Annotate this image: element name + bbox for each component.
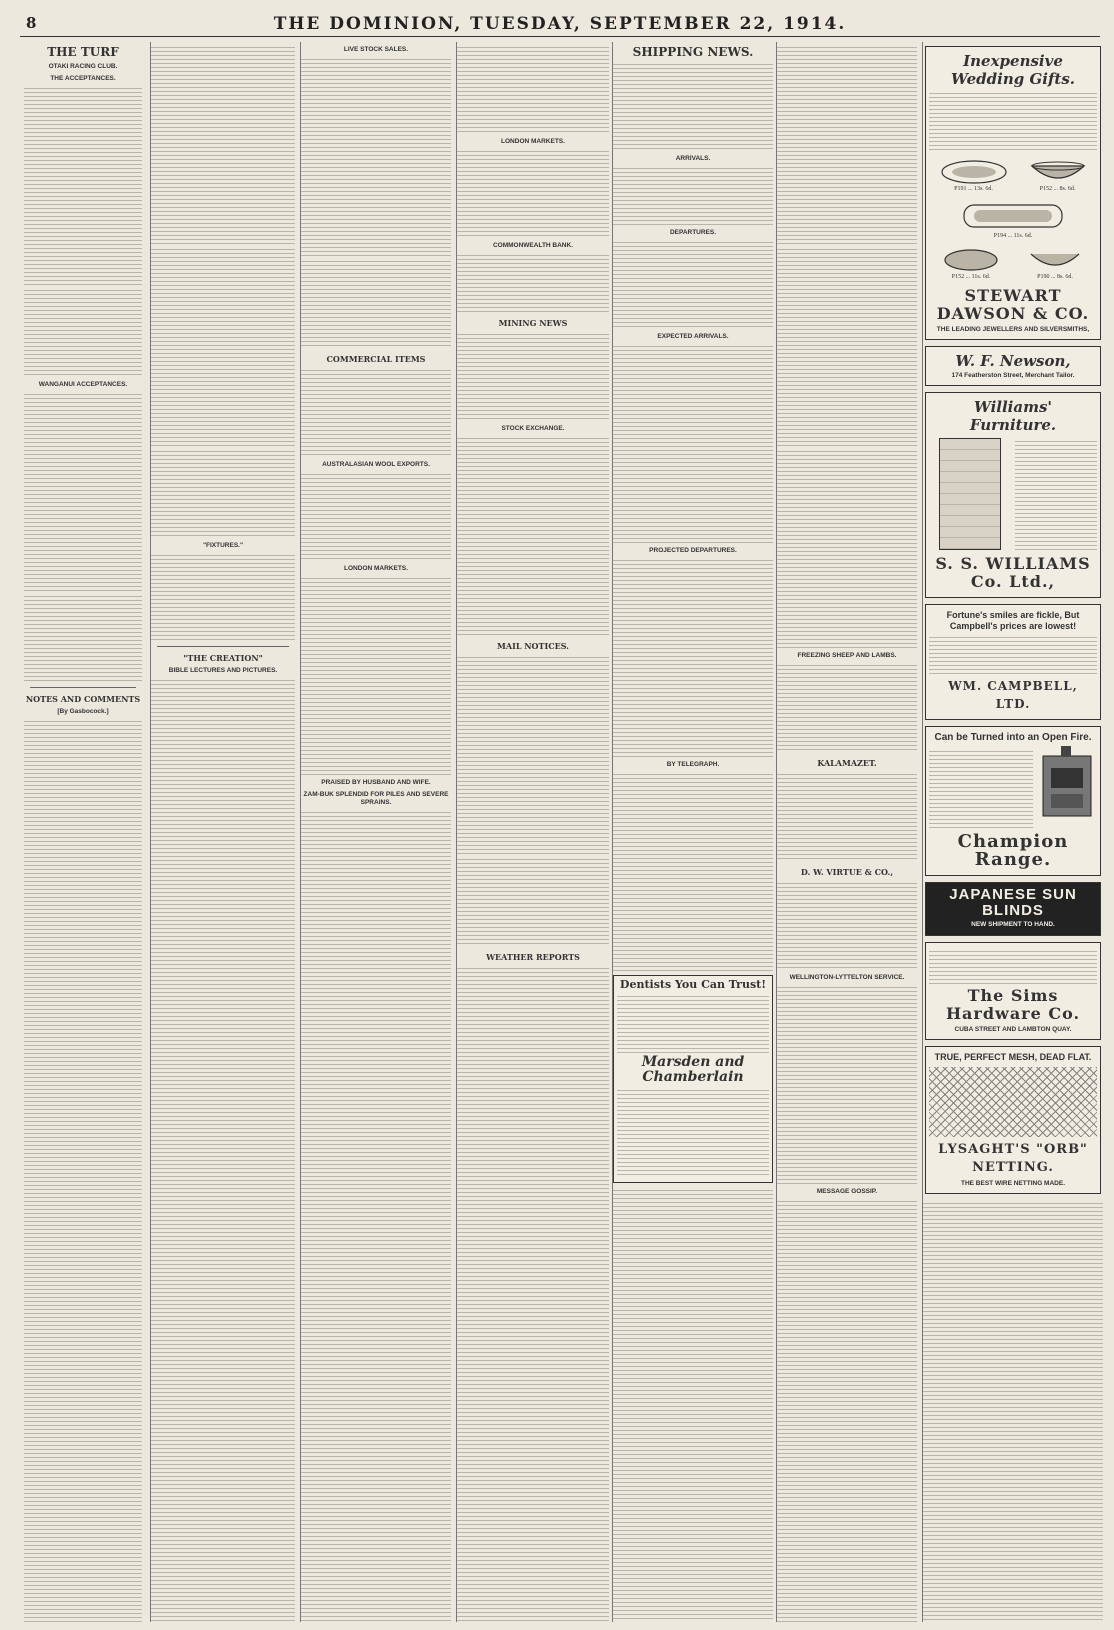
sun-blinds-sub: NEW SHIPMENT TO HAND. bbox=[971, 921, 1055, 928]
wanganui-text-2 bbox=[24, 593, 142, 683]
wellington-lyttelton-text bbox=[777, 984, 917, 1184]
mail-notices-heading: MAIL NOTICES. bbox=[497, 641, 569, 651]
london-markets-heading-2: LONDON MARKETS. bbox=[501, 138, 565, 145]
mail-notices-text bbox=[457, 654, 609, 854]
campbell-text bbox=[929, 634, 1097, 674]
masthead bbox=[20, 14, 1100, 37]
divider bbox=[157, 646, 289, 647]
sims-hardware-ad bbox=[925, 942, 1101, 1040]
champion-range-ad bbox=[925, 726, 1101, 876]
mail-notices-text-2 bbox=[457, 856, 609, 946]
dentist-headline: Dentists You Can Trust! bbox=[619, 978, 767, 991]
dish-row-1 bbox=[929, 156, 1097, 193]
williams-firm: S. S. WILLIAMS Co. Ltd., bbox=[935, 554, 1091, 591]
newson-name: W. F. Newson, bbox=[955, 352, 1071, 370]
shipping-notes-text-2 bbox=[777, 246, 917, 446]
netting-illustration bbox=[929, 1067, 1097, 1137]
wedding-gifts-text bbox=[929, 90, 1097, 150]
netting-headline: TRUE, PERFECT MESH, DEAD FLAT. bbox=[934, 1052, 1092, 1062]
wool-exports-text bbox=[301, 471, 451, 561]
column-6 bbox=[776, 42, 917, 1622]
williams-furniture-title: Williams' Furniture. bbox=[969, 398, 1057, 434]
freezing-heading: FREEZING SHEEP AND LAMBS. bbox=[797, 652, 897, 659]
london-markets-heading-1: LONDON MARKETS. bbox=[344, 565, 408, 572]
dentist-name: Marsden and Chamberlain bbox=[641, 1054, 745, 1085]
dish-item bbox=[1028, 156, 1088, 193]
dentist-advertisement bbox=[613, 975, 773, 1183]
wanganui-heading: WANGANUI ACCEPTANCES. bbox=[38, 381, 128, 388]
arrivals-text bbox=[613, 165, 773, 225]
fixtures-heading: "FIXTURES." bbox=[202, 542, 244, 549]
telegraph-text bbox=[613, 771, 773, 971]
by-telegraph-heading: BY TELEGRAPH. bbox=[666, 761, 720, 768]
newson-address: 174 Featherston Street, Merchant Tailor. bbox=[951, 372, 1075, 379]
campbell-headline: Fortune's smiles are fickle, But Campbell's prices are lowest! bbox=[946, 610, 1080, 631]
sun-blinds-ad bbox=[925, 882, 1101, 936]
commonwealth-bank-text bbox=[457, 252, 609, 312]
range-layout bbox=[929, 746, 1097, 830]
williams-furniture-ad bbox=[925, 392, 1101, 598]
virtue-text bbox=[777, 880, 917, 970]
acceptances-text-2 bbox=[24, 287, 142, 377]
dish-caption: P194 ... 11s. 6d. bbox=[993, 233, 1033, 239]
furniture-picture bbox=[929, 436, 1011, 552]
champion-brand: Champion Range. bbox=[957, 831, 1069, 870]
notes-heading: NOTES AND COMMENTS bbox=[25, 694, 141, 704]
campbell-ad bbox=[925, 604, 1101, 720]
shipping-notes-text-3 bbox=[777, 448, 917, 648]
fixtures-text bbox=[151, 552, 295, 642]
zambuk-text bbox=[301, 809, 451, 1622]
range-picture bbox=[1037, 746, 1097, 830]
column-3 bbox=[300, 42, 451, 1622]
dish-item bbox=[941, 246, 1001, 281]
column-shipping bbox=[612, 42, 773, 1622]
article-text-3 bbox=[151, 448, 295, 538]
stewart-dawson-tagline: THE LEADING JEWELLERS AND SILVERSMITHS, bbox=[936, 326, 1090, 333]
dish-icon bbox=[958, 199, 1068, 233]
dish-icon bbox=[1025, 246, 1085, 274]
article-text-2 bbox=[151, 246, 295, 446]
furniture-layout bbox=[929, 436, 1097, 552]
stock-exchange-heading: STOCK EXCHANGE. bbox=[501, 425, 565, 432]
lysaght-brand: LYSAGHT'S "ORB" NETTING. bbox=[938, 1142, 1088, 1175]
live-stock-text bbox=[301, 56, 451, 256]
range-text bbox=[929, 746, 1033, 830]
article-text bbox=[151, 44, 295, 244]
commercial-heading: COMMERCIAL ITEMS bbox=[326, 354, 426, 364]
shipping-news-heading: SHIPPING NEWS. bbox=[632, 45, 754, 59]
virtue-heading: D. W. VIRTUE & CO., bbox=[800, 867, 894, 877]
stewart-dawson-firm: STEWART DAWSON & CO. bbox=[936, 286, 1090, 323]
creation-heading: "THE CREATION" bbox=[183, 653, 263, 663]
dish-icon bbox=[939, 158, 1009, 186]
dish-caption: P152 ... 8s. 6d. bbox=[1039, 186, 1076, 192]
departures-text bbox=[613, 239, 773, 329]
live-stock-heading: LIVE STOCK SALES. bbox=[343, 46, 409, 53]
dish-caption: P190 ... 8s. 6d. bbox=[1037, 274, 1073, 280]
weather-reports-heading: WEATHER REPORTS bbox=[486, 952, 580, 962]
newson-ad bbox=[925, 346, 1101, 386]
expected-arrivals-heading: EXPECTED ARRIVALS. bbox=[657, 333, 729, 340]
wool-exports-heading: AUSTRALASIAN WOOL EXPORTS. bbox=[322, 461, 430, 468]
dish-item bbox=[1025, 246, 1085, 281]
commonwealth-bank-heading: COMMONWEALTH BANK. bbox=[492, 242, 574, 249]
stock-exchange-text bbox=[457, 435, 609, 635]
message-gossip-text bbox=[777, 1198, 917, 1622]
divider bbox=[30, 687, 136, 688]
stewart-dawson-ad bbox=[925, 46, 1101, 340]
mining-news-text bbox=[457, 331, 609, 421]
campbell-firm: WM. CAMPBELL, LTD. bbox=[948, 679, 1078, 711]
column-2 bbox=[150, 42, 295, 1622]
bible-lectures-heading: BIBLE LECTURES AND PICTURES. bbox=[168, 667, 278, 674]
furniture-copy bbox=[1015, 438, 1097, 550]
kalamazet-heading: KALAMAZET. bbox=[817, 758, 877, 768]
shipping-text-bottom bbox=[613, 1187, 773, 1622]
small-ads-text bbox=[923, 1200, 1103, 1622]
commercial-text bbox=[301, 367, 451, 457]
zambuk-heading: ZAM-BUK SPLENDID FOR PILES AND SEVERE SPRAINS. bbox=[303, 791, 449, 806]
expected-arrivals-text bbox=[613, 343, 773, 543]
wanganui-text bbox=[24, 391, 142, 591]
moon-tides-text bbox=[613, 61, 773, 151]
dish-row-3 bbox=[929, 246, 1097, 281]
dish-item bbox=[958, 199, 1068, 240]
dentist-text bbox=[617, 993, 769, 1053]
dish-icon bbox=[1028, 156, 1088, 186]
dish-caption: P152 ... 11s. 6d. bbox=[951, 274, 991, 280]
projected-departures-text bbox=[613, 557, 773, 757]
dish-icon bbox=[941, 246, 1001, 274]
sims-address: CUBA STREET AND LAMBTON QUAY. bbox=[954, 1026, 1072, 1033]
live-stock-text-2 bbox=[301, 258, 451, 348]
dish-item bbox=[939, 158, 1009, 193]
notes-byline: [By Gasbocock.] bbox=[57, 708, 109, 715]
message-gossip-heading: MESSAGE GOSSIP. bbox=[816, 1188, 878, 1195]
freezing-text bbox=[777, 662, 917, 752]
mining-news-heading: MINING NEWS bbox=[498, 318, 568, 328]
stove-icon bbox=[1037, 746, 1097, 826]
open-fire-headline: Can be Turned into an Open Fire. bbox=[934, 732, 1092, 743]
praised-heading: PRAISED BY HUSBAND AND WIFE. bbox=[321, 779, 431, 786]
section-heading-turf: THE TURF bbox=[47, 45, 119, 59]
notes-text bbox=[24, 718, 142, 1622]
column-advertisements bbox=[922, 42, 1103, 1622]
furniture-text bbox=[1015, 436, 1097, 552]
sims-firm: The Sims Hardware Co. bbox=[945, 986, 1081, 1023]
range-copy bbox=[929, 748, 1033, 828]
acceptances-text bbox=[24, 85, 142, 285]
london-markets-text-2 bbox=[457, 148, 609, 238]
london-markets-text bbox=[301, 575, 451, 775]
projected-departures-heading: PROJECTED DEPARTURES. bbox=[649, 547, 737, 554]
wellington-lyttelton-heading: WELLINGTON-LYTTELTON SERVICE. bbox=[789, 974, 905, 981]
otaki-racing-heading: OTAKI RACING CLUB. bbox=[48, 63, 118, 70]
departures-heading: DEPARTURES. bbox=[669, 229, 717, 236]
blinds-prices bbox=[929, 948, 1097, 984]
sideboard-illustration bbox=[939, 438, 1001, 550]
newspaper-title: THE DOMINION, TUESDAY, SEPTEMBER 22, 1914. bbox=[273, 14, 847, 34]
lysaght-netting-ad bbox=[925, 1046, 1101, 1194]
acceptances-heading: THE ACCEPTANCES. bbox=[50, 75, 116, 82]
dentist-text-2 bbox=[617, 1087, 769, 1177]
column-turf bbox=[24, 42, 142, 1622]
weather-reports-text bbox=[457, 965, 609, 1622]
sun-blinds-title: JAPANESE SUN BLINDS bbox=[949, 886, 1077, 919]
kalamazet-text bbox=[777, 771, 917, 861]
shipping-notes-text bbox=[777, 44, 917, 244]
arrivals-heading: ARRIVALS. bbox=[675, 155, 711, 162]
column-4 bbox=[456, 42, 609, 1622]
dish-row-2 bbox=[929, 199, 1097, 240]
dish-caption: P191 ... 13s. 6d. bbox=[954, 186, 993, 192]
page-number: 8 bbox=[26, 14, 37, 32]
creation-text bbox=[151, 677, 295, 1622]
wedding-gifts-title: Inexpensive Wedding Gifts. bbox=[950, 52, 1075, 88]
lysaght-tagline: THE BEST WIRE NETTING MADE. bbox=[961, 1180, 1065, 1187]
markets-text bbox=[457, 44, 609, 134]
